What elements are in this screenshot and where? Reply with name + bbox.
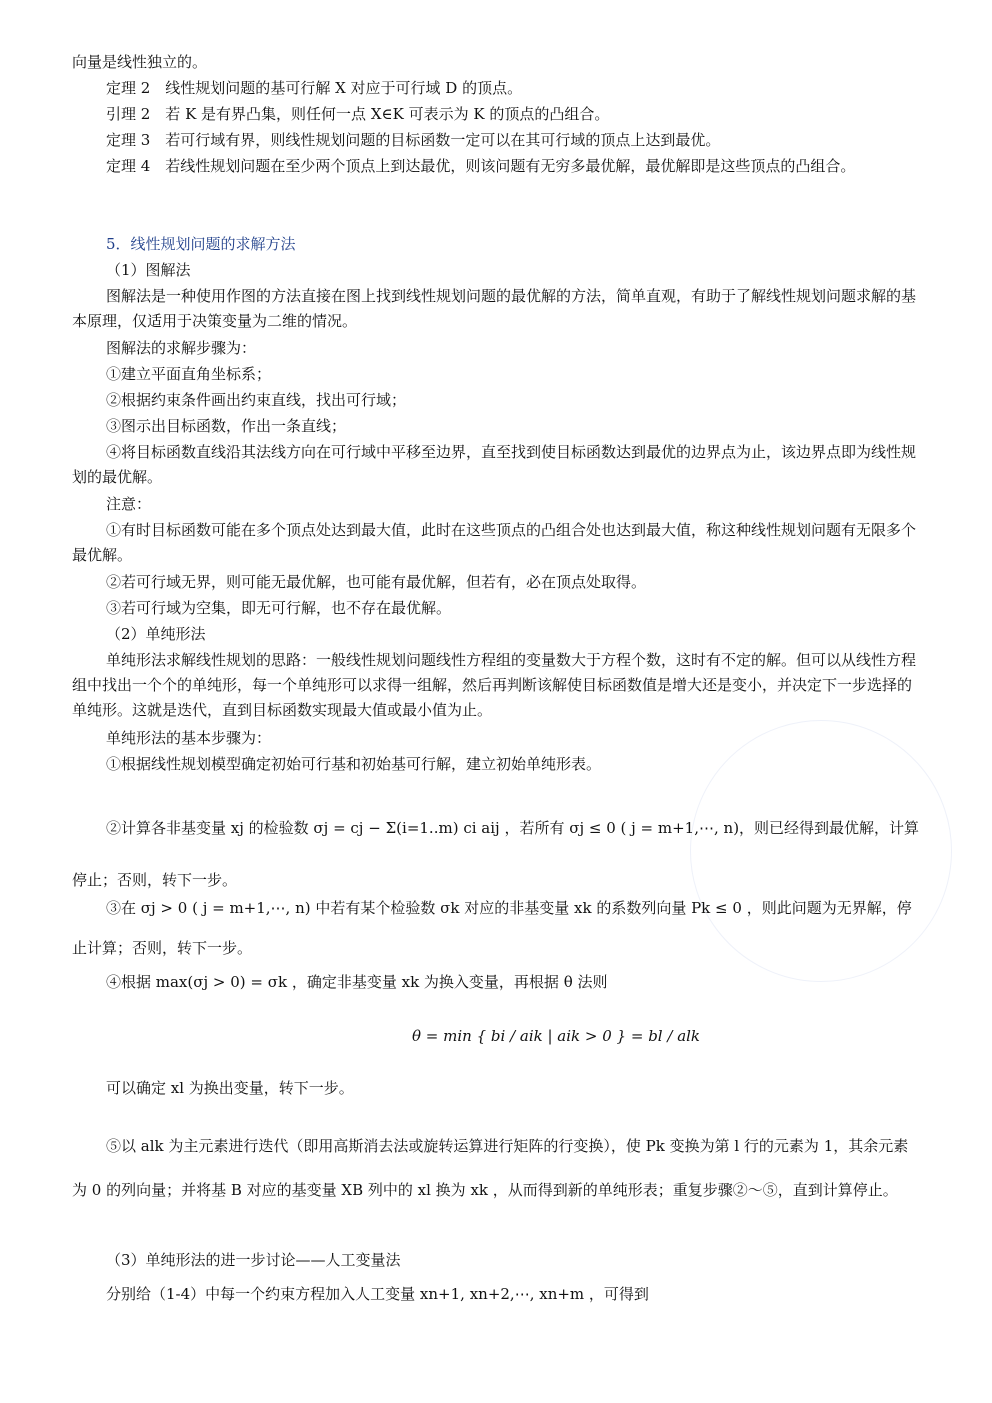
paragraph: 图解法是一种使用作图的方法直接在图上找到线性规划问题的最优解的方法，简单直观，有助于了解线性规划问题求解的基本原理，仅适用于决策变量为二维的情况。 bbox=[72, 287, 917, 330]
lemma-2: 引理 2 若 K 是有界凸集，则任何一点 X∈K 可表示为 K 的顶点的凸组合。 bbox=[106, 105, 610, 123]
paragraph: 单纯形法的基本步骤为： bbox=[106, 729, 272, 747]
paragraph: 图解法的求解步骤为： bbox=[106, 339, 257, 357]
note-label: 注意： bbox=[106, 495, 152, 513]
theorem-2: 定理 2 线性规划问题的基可行解 X 对应于可行域 D 的顶点。 bbox=[106, 79, 523, 97]
section-heading: 5．线性规划问题的求解方法 bbox=[106, 235, 296, 253]
step-1: ①根据线性规划模型确定初始可行基和初始基可行解，建立初始单纯形表。 bbox=[106, 755, 602, 773]
paragraph: 单纯形法求解线性规划的思路：一般线性规划问题线性方程组的变量数大于方程个数，这时有不定的解。但可以从线性方程组中找出一个个的单纯形，每一个单纯形可以求得一组解，然后再判断该解使目标函数值是增大还是变小，并决定下一步选择的单纯形。这就是迭代，直到目标函数实现最大值或最小值为止。 bbox=[72, 651, 917, 719]
note-item: ②若可行域无界，则可能无最优解，也可能有最优解，但若有，必在顶点处取得。 bbox=[106, 573, 647, 591]
theorem-3: 定理 3 若可行域有界，则线性规划问题的目标函数一定可以在其可行域的顶点上达到最优。 bbox=[106, 131, 721, 149]
subsection-simplex: （2）单纯形法 bbox=[106, 625, 206, 643]
subsection-graphical: （1）图解法 bbox=[106, 261, 191, 279]
step-2: ②计算各非基变量 xj 的检验数 σj = cj − Σ(i=1..m) ci aij ，若所有 σj ≤ 0 ( j = m+1,⋯, n)，则已经得到最优解，计算停止；否则，转下一步。 bbox=[72, 819, 920, 889]
list-item: ④将目标函数直线沿其法线方向在可行域中平移至边界，直至找到使目标函数达到最优的边界点为止，该边界点即为线性规划的最优解。 bbox=[72, 443, 917, 486]
list-item: ③图示出目标函数，作出一条直线； bbox=[106, 417, 347, 435]
step-5: ⑤以 alk 为主元素进行迭代（即用高斯消去法或旋转运算进行矩阵的行变换），使 Pk 变换为第 l 行的元素为 1，其余元素为 0 的列向量；并将基 B 对应的基变量 XB 列中的 xl 换为 xk ，从而得到新的单纯形表；重复步骤②～⑤，直到计算停止。 bbox=[72, 1137, 909, 1199]
note-item: ③若可行域为空集，即无可行解，也不存在最优解。 bbox=[106, 599, 452, 617]
paragraph: 向量是线性独立的。 bbox=[72, 53, 208, 71]
subsection-artificial-variables: （3）单纯形法的进一步讨论——人工变量法 bbox=[106, 1251, 401, 1269]
theta-rule-equation: θ = min { bi / aik | aik > 0 } = bl / alk bbox=[412, 1027, 701, 1045]
paragraph: 分别给（1-4）中每一个约束方程加入人工变量 xn+1, xn+2,⋯, xn+m ，可得到 bbox=[106, 1285, 649, 1303]
step-3: ③在 σj > 0 ( j = m+1,⋯, n) 中若有某个检验数 σk 对应的非基变量 xk 的系数列向量 Pk ≤ 0 ，则此问题为无界解，停止计算；否则，转下一步。 bbox=[72, 899, 912, 957]
theorem-4: 定理 4 若线性规划问题在至少两个顶点上到达最优，则该问题有无穷多最优解，最优解即是这些顶点的凸组合。 bbox=[106, 157, 856, 175]
paragraph: 可以确定 xl 为换出变量，转下一步。 bbox=[106, 1079, 354, 1097]
note-item: ①有时目标函数可能在多个顶点处达到最大值，此时在这些顶点的凸组合处也达到最大值，称这种线性规划问题有无限多个最优解。 bbox=[72, 521, 917, 564]
step-4: ④根据 max(σj > 0) = σk ，确定非基变量 xk 为换入变量，再根据 θ 法则 bbox=[106, 973, 608, 991]
list-item: ②根据约束条件画出约束直线，找出可行域； bbox=[106, 391, 407, 409]
list-item: ①建立平面直角坐标系； bbox=[106, 365, 272, 383]
